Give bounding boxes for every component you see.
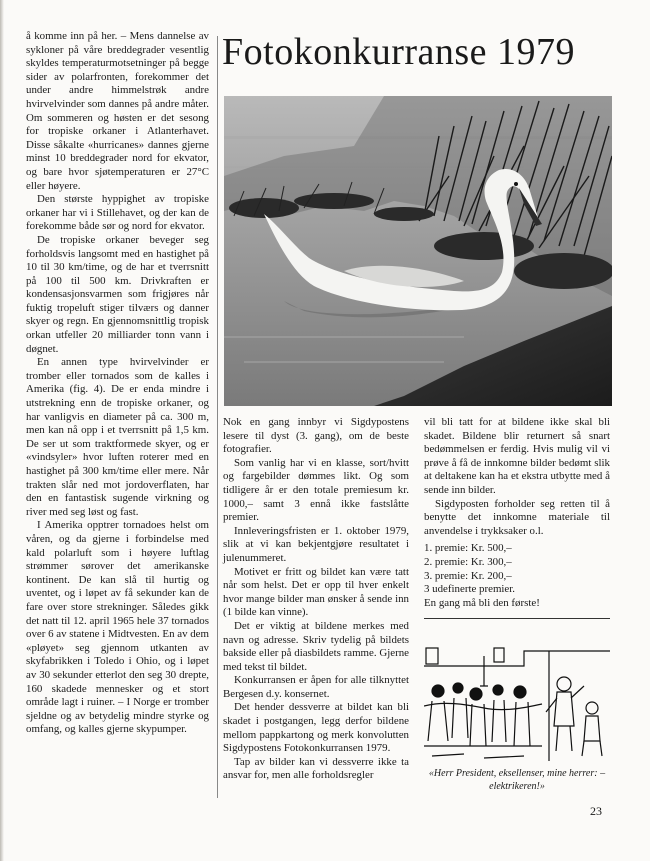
page-number: 23 [590,804,602,818]
page-edge-shadow [0,0,4,861]
contest-paragraph: Som vanlig har vi en klasse, sort/hvitt og fargebilder dømmes likt. Og som tidligere år er den totale premiesum kr. 1000,– samt 3 ennå ikke fastslåtte premier. [223,456,409,524]
contest-paragraph: Tap av bilder kan vi dessverre ikke ta ansvar for, men alle forholdsregler [223,755,409,782]
swan-photo [224,96,612,406]
contest-text-column-continued [424,416,610,619]
article-paragraph: å komme inn på her. – Mens dannelse av sykloner på våre breddegrader vesentlig skyldes temperaturmotsetninger på begge sider av polarfronten, forekommer det under andre himmelstrøk andre hvirvelvinder som dannes på andre måter. Om sommeren og høsten er det sesong for tropiske orkaner i Atlanterhavet. Disse såkalte «hurricanes» dannes gjerne minst 10 breddegrader nord for ekvator, og bare hvor sjøtemperaturen er 27°C eller høyere. [26,30,209,192]
contest-paragraph: Sigdyposten forholder seg retten til å benytte det innkomne materiale til anvendelse i trykksaker o.l. [424,497,610,537]
cartoon-caption: «Herr President, eksellenser, mine herrer: – elektrikeren!» [428,768,606,792]
weather-article-column [26,30,209,737]
contest-text-column [223,416,409,783]
prize-line: 2. premie: Kr. 300,– [424,555,512,568]
prize-line: 3. premie: Kr. 200,– [424,569,512,582]
page-title: Fotokonkurranse 1979 [222,31,576,73]
contest-paragraph: vil bli tatt for at bildene ikke skal bli skadet. Bildene blir returnert så snart bedømmelsen er ferdig. Hvis mulig vil vi prøve å få de innkomne bilder bedømt slik at deltakene kan ha et ekstra utbytte med å sende inn bilder. [424,416,610,496]
contest-paragraph: Konkurransen er åpen for alle tilknyttet Bergesen d.y. konsernet. [223,674,409,700]
article-paragraph: Den største hyppighet av tropiske orkaner har vi i Stillehavet, og der kan de forekomme både sør og nord for ekvator. [26,193,209,233]
contest-paragraph: Det hender dessverre at bildet kan bli skadet i postgangen, legg derfor bildene mellom pappkartong og merk konvolutten Sigdypostens Fotokonkurransen 1979. [223,701,409,755]
contest-paragraph: Innleveringsfristen er 1. oktober 1979, slik at vi kan bekjentgjøre resultatet i julenummeret. [223,524,409,564]
article-paragraph: I Amerika opptrer tornadoes helst om våren, og da gjerne i forbindelse med kald polarluft som i høyere luftlag strømmer sørover det amerikanske kontinent. De kan slå til hurtig og uventet, og i løpet av få sekunder kan de fare over store strekninger. Således gikk det natt til 12. april 1965 hele 37 tornados over 6 av statene i Midtvesten. En av dem «pløyet» seg gjennom utkanten av skyfabrikken i Toledo i Ohio, og i løpet av 30 sekunder etterlot den seg 30 drepte, 160 skadede mennesker og et stort område lagt i ruiner. – I Norge er tromber sjeldne og av betydelig mindre styrke og omfang, og kalles gjerne skypumper. [26,519,209,736]
article-paragraph: En annen type hvirvelvinder er tromber eller tornados som de kalles i Amerika (fig. 4). De er enda mindre i utstrekning enn de tropiske orkaner, og har vanligvis en diameter på ca. 300 m, men kan nå opp i et tverrsnitt på 1,5 km. De ser ut som traktformede skyer, og er «vindsyler» hvor luften roterer med en hastighet på 300 km/time eller mere. Når trakten slår ned mot jordoverflaten, har den en fantastisk sugende virkning og river med seg løst og fast. [26,356,209,518]
contest-paragraph: Motivet er fritt og bildet kan være tatt når som helst. Det er opp til hver enkelt hvor mange bilder man ønsker å sende inn (1 bilde kan vinne). [223,565,409,619]
column-divider [217,36,218,798]
contest-paragraph: Det er viktig at bildene merkes med navn og adresse. Skriv tydelig på bildets bakside eller på diasbildets ramme. Gjerne med tekst til bildet. [223,619,409,673]
prize-line: 1. premie: Kr. 500,– [424,542,512,555]
article-paragraph: De tropiske orkaner beveger seg forholdsvis langsomt med en hastighet på 10 til 30 km/time, og de har et tverrsnitt på 100 til 500 km. Drivkraften er kondensasjonsvarmen som frigjøres når fuktig tropeluft stiger tilværs og danner skyer og regn. En gjennomsnittlig tropisk orkan utfeller 20 milliarder tonn vann i døgnet. [26,233,209,355]
closing-line: En gang må bli den første! [424,596,540,609]
cartoon-illustration [424,646,610,764]
section-rule [424,618,610,619]
prize-line: 3 udefinerte premier. [424,583,516,596]
contest-paragraph: Nok en gang innbyr vi Sigdypostens lesere til dyst (3. gang), om de beste fotografier. [223,416,409,456]
